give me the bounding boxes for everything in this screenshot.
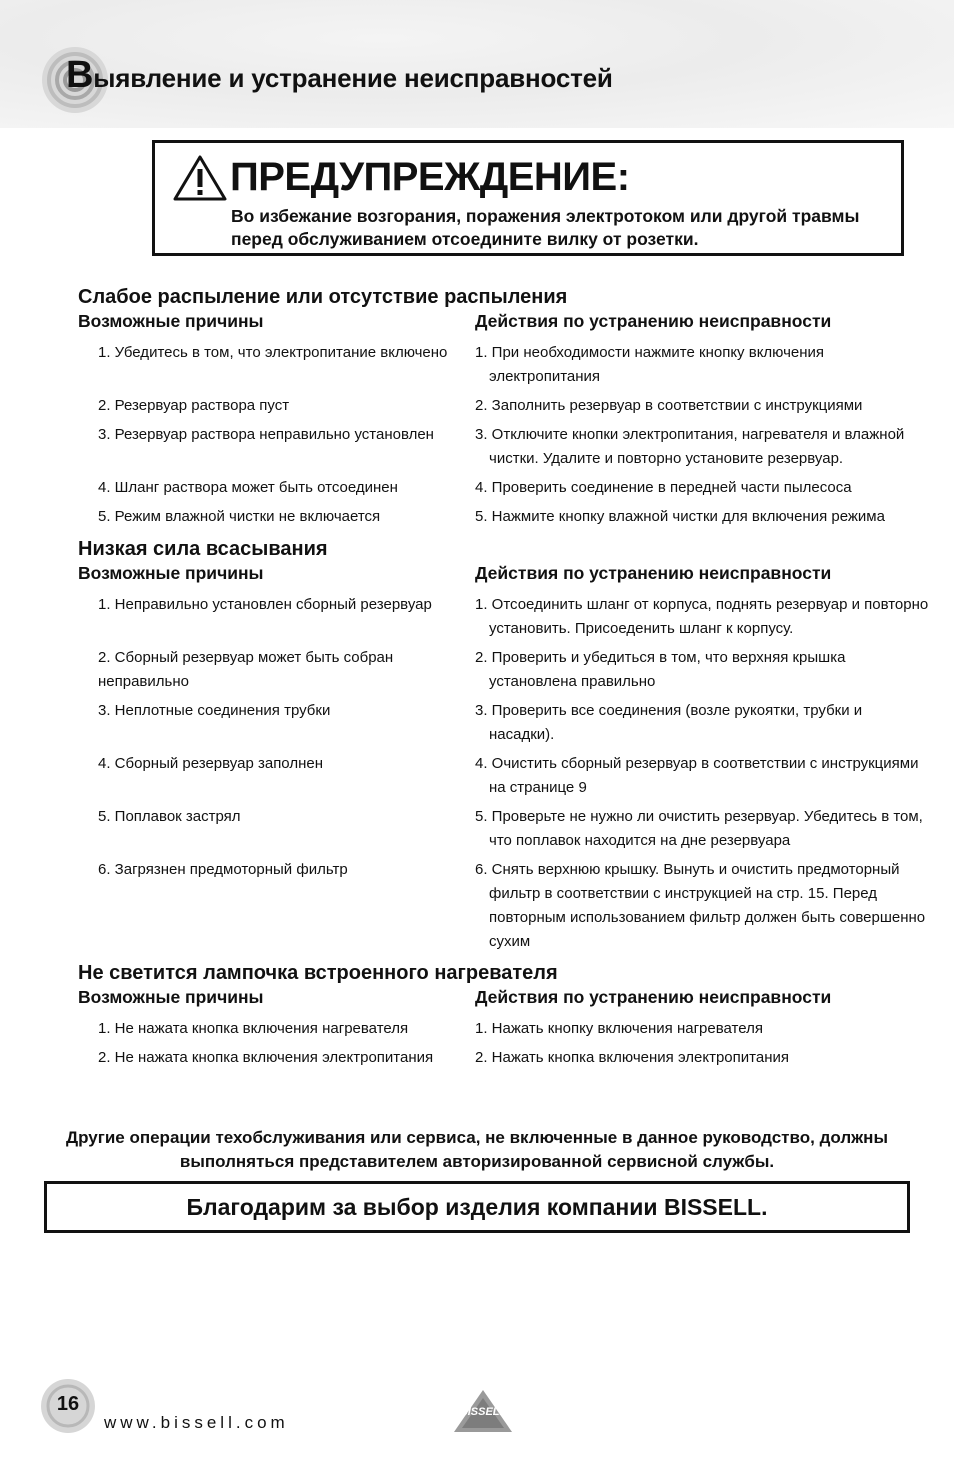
troubleshooting-table [78, 1017, 918, 1070]
logo-text: BISSELL [459, 1406, 507, 1418]
table-row [78, 1017, 918, 1041]
table-row [78, 805, 923, 853]
action-text: 1. При необходимости нажмите кнопку включения электропитания [475, 344, 825, 385]
cause-text: 2. Резервуар раствора пуст [98, 397, 290, 414]
cause-text: 2. Сборный резервуар может быть собран неправильно [98, 649, 394, 690]
warning-text: Во избежание возгорания, поражения электротоком или другой травмы перед обслуживанием отсоедините вилку от розетки. [231, 206, 860, 249]
section-weak-spray [78, 285, 918, 534]
cause-text: 6. Загрязнен предмоторный фильтр [98, 861, 348, 878]
service-note: Другие операции техобслуживания или сервиса, не включенные в данное руководство, должны выполняться представителем авторизированной сервисной службы. [66, 1128, 888, 1171]
warning-heading: ПРЕДУПРЕЖДЕНИЕ: [230, 155, 630, 199]
actions-header: Действия по устранению неисправности [475, 987, 832, 1007]
section-heater-light [78, 961, 918, 1075]
table-row [78, 752, 918, 800]
action-text: 2. Нажать кнопка включения электропитания [475, 1049, 789, 1066]
table-row [78, 341, 918, 389]
action-text: 1. Нажать кнопку включения нагревателя [475, 1020, 763, 1037]
section-title: Слабое распыление или отсутствие распыления [78, 286, 568, 308]
cause-text: 3. Неплотные соединения трубки [98, 702, 331, 719]
section-title: Не светится лампочка встроенного нагревателя [78, 962, 558, 984]
page-title [66, 56, 613, 94]
causes-header: Возможные причины [78, 311, 264, 331]
table-row [78, 1046, 918, 1070]
action-text: 1. Отсоединить шланг от корпуса, поднять резервуар и повторно установить. Присоеденить шланг к корпусу. [475, 596, 929, 637]
action-text: 4. Проверить соединение в передней части пылесоса [475, 479, 852, 496]
thanks-text: Благодарим за выбор изделия компании BISSELL. [186, 1193, 768, 1220]
actions-header: Действия по устранению неисправности [475, 311, 832, 331]
table-row [78, 394, 918, 418]
column-headers [78, 985, 918, 1011]
column-headers [78, 561, 918, 587]
cause-text: 3. Резервуар раствора неправильно установлен [98, 426, 434, 443]
section-title: Низкая сила всасывания [78, 538, 328, 560]
column-headers [78, 309, 918, 335]
table-row [78, 858, 926, 954]
cause-text: 5. Поплавок застрял [98, 808, 241, 825]
website-url: www.bissell.com [104, 1413, 289, 1432]
table-row [78, 699, 918, 747]
action-text: 2. Проверить и убедиться в том, что верхняя крышка установлена правильно [475, 649, 846, 690]
troubleshooting-table [78, 341, 918, 529]
page-number: 16 [56, 1393, 80, 1415]
troubleshooting-table [78, 593, 929, 954]
table-row [78, 476, 918, 500]
thanks-box [44, 1181, 910, 1233]
section-low-suction [78, 537, 929, 959]
action-text: 6. Снять верхнюю крышку. Вынуть и очистить предмоторный фильтр в соответствии с инструкцией на стр. 15. Перед повторным использованием фильтр должен быть совершенно сухим [475, 861, 926, 950]
table-row [78, 423, 918, 471]
title-initial: В [66, 54, 94, 96]
table-row [78, 646, 918, 694]
table-row [78, 593, 929, 641]
cause-text: 5. Режим влажной чистки не включается [98, 508, 381, 525]
action-text: 3. Отключите кнопки электропитания, нагревателя и влажной чистки. Удалите и повторно установите резервуар. [475, 426, 905, 467]
cause-text: 2. Не нажата кнопка включения электропитания [98, 1049, 434, 1066]
table-row [78, 505, 918, 529]
action-text: 4. Очистить сборный резервуар в соответствии с инструкциями на странице 9 [475, 755, 919, 796]
warning-box [152, 140, 904, 256]
cause-text: 4. Сборный резервуар заполнен [98, 755, 323, 772]
cause-text: 4. Шланг раствора может быть отсоединен [98, 479, 398, 496]
actions-header: Действия по устранению неисправности [475, 563, 832, 583]
action-text: 5. Нажмите кнопку влажной чистки для включения режима [475, 508, 885, 525]
action-text: 2. Заполнить резервуар в соответствии с инструкциями [475, 397, 863, 414]
action-text: 3. Проверить все соединения (возле рукоятки, трубки и насадки). [475, 702, 863, 743]
cause-text: 1. Не нажата кнопка включения нагревателя [98, 1020, 409, 1037]
causes-header: Возможные причины [78, 987, 264, 1007]
action-text: 5. Проверьте не нужно ли очистить резервуар. Убедитесь в том, что поплавок находится на дне резервуара [475, 808, 923, 849]
cause-text: 1. Неправильно установлен сборный резервуар [98, 596, 432, 613]
bissell-logo [450, 1388, 516, 1434]
causes-header: Возможные причины [78, 563, 264, 583]
warning-triangle-icon [173, 155, 227, 201]
title-rest: ыявление и устранение неисправностей [93, 63, 613, 93]
cause-text: 1. Убедитесь в том, что электропитание включено [98, 344, 448, 361]
